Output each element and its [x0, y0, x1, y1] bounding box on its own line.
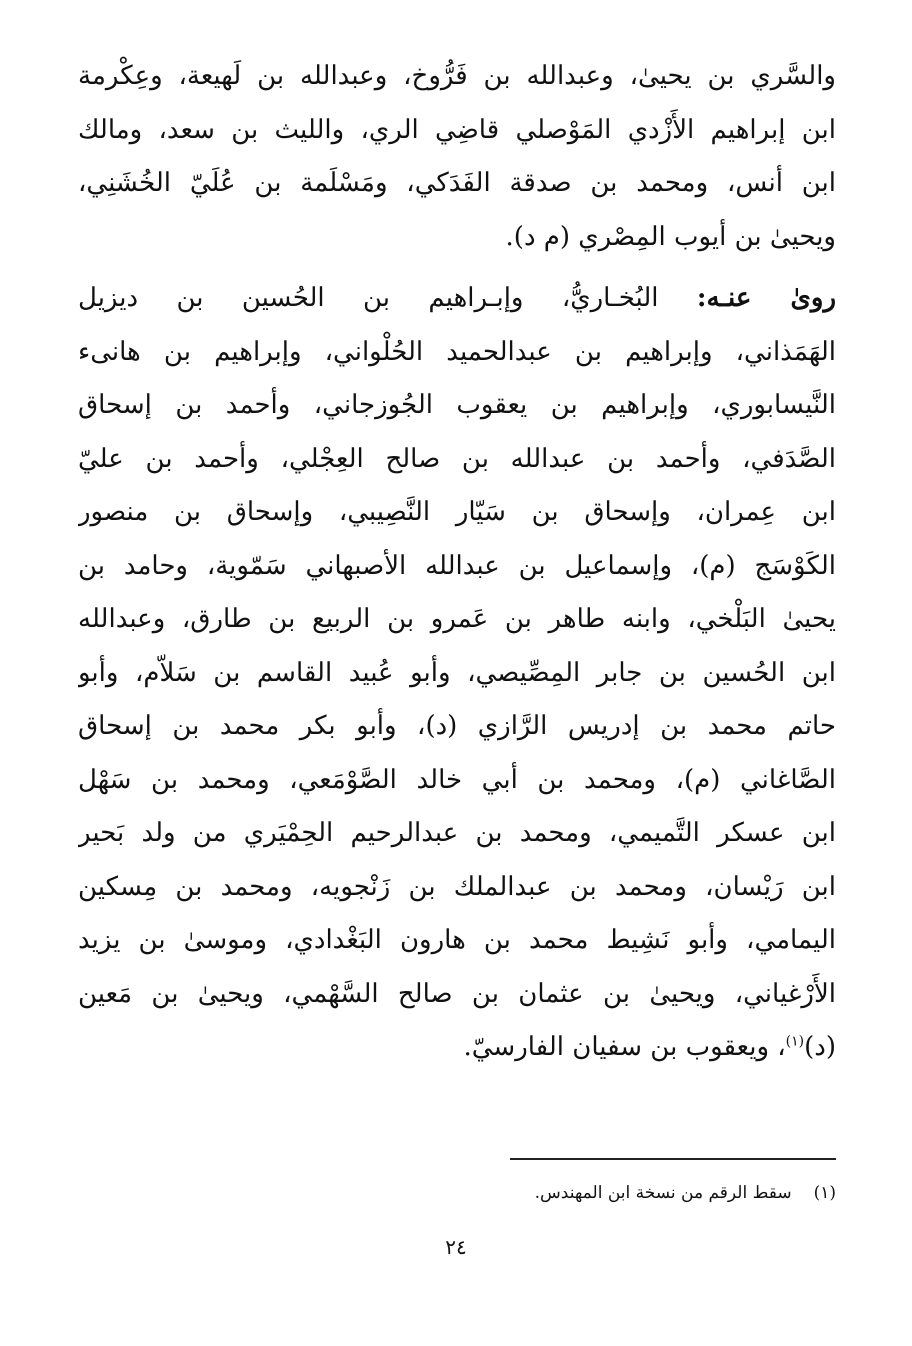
text-line: ابن عِمران، وإسحاق بن سَيّار النَّصِيبي، وإسحاق بن منصور — [78, 497, 836, 527]
text-line-start: (د) — [804, 1032, 836, 1062]
paragraph-gap — [78, 264, 836, 272]
footnote-number: (١) — [813, 1183, 836, 1203]
text-line: ابن عسكر التَّميمي، ومحمد بن عبدالرحيم الحِمْيَري من ولد بَحير — [78, 818, 836, 848]
text-line: ابن إبراهيم الأَزْدي المَوْصلي قاضِي الري، والليث بن سعد، ومالك — [78, 114, 836, 145]
text-line — [78, 272, 836, 326]
text-line: الصَّدَفي، وأحمد بن عبدالله بن صالح العِجْلي، وأحمد بن عليّ — [78, 443, 836, 474]
text-line: ابن أنس، ومحمد بن صدقة الفَدَكي، ومَسْلَمة بن عُلَيّ الخُشَنِي، — [78, 168, 836, 198]
text-line: الصَّاغاني (م)، ومحمد بن أبي خالد الصَّوْمَعي، ومحمد بن سَهْل — [78, 764, 836, 795]
text-line — [78, 1021, 836, 1075]
text-line: الكَوْسَج (م)، وإسماعيل بن عبدالله الأصبهاني سَمّوية، وحامد بن — [78, 550, 836, 581]
text-line-end: ، ويعقوب بن سفيان الفارسيّ. — [463, 1032, 786, 1062]
main-text — [78, 50, 836, 1075]
text-line: الأَرْغياني، ويحيىٰ بن عثمان بن صالح السَّهْمي، ويحيىٰ بن مَعين — [78, 978, 836, 1009]
text-line: النَّيسابوري، وإبراهيم بن يعقوب الجُوزجاني، وأحمد بن إسحاق — [78, 390, 836, 420]
text-line-rest: البُخـاريُّ، وإبـراهيم بن الحُسين بن ديزيل — [78, 283, 659, 313]
text-line: ابن رَيْسان، ومحمد بن عبدالملك بن زَنْجويه، ومحمد بن مِسكين — [78, 871, 836, 902]
footnote-text: سقط الرقم من نسخة ابن المهندس. — [534, 1183, 792, 1203]
narrators-label: روىٰ عنـه: — [696, 283, 836, 313]
footnote-divider — [510, 1158, 836, 1160]
text-line: الهَمَذاني، وإبراهيم بن عبدالحميد الحُلْواني، وإبراهيم بن هانىء — [78, 336, 836, 367]
footnote-marker: (١) — [785, 1033, 805, 1050]
text-line: اليمامي، وأبو نَشِيط محمد بن هارون البَغْدادي، وموسىٰ بن يزيد — [78, 925, 836, 955]
footnote — [336, 1178, 836, 1208]
text-line: يحيىٰ البَلْخي، وابنه طاهر بن عَمرو بن الربيع بن طارق، وعبدالله — [78, 604, 836, 634]
text-line: حاتم محمد بن إدريس الرَّازي (د)، وأبو بكر محمد بن إسحاق — [78, 711, 836, 741]
text-line: ابن الحُسين بن جابر المِصِّيصي، وأبو عُبيد القاسم بن سَلاّم، وأبو — [78, 657, 836, 688]
page-number: ٢٤ — [445, 1235, 467, 1259]
text-line: والسَّري بن يحيىٰ، وعبدالله بن فَرُّوخ، وعبدالله بن لَهيعة، وعِكْرمة — [78, 61, 836, 91]
text-line: ويحيىٰ بن أيوب المِصْري (م د). — [505, 221, 836, 252]
